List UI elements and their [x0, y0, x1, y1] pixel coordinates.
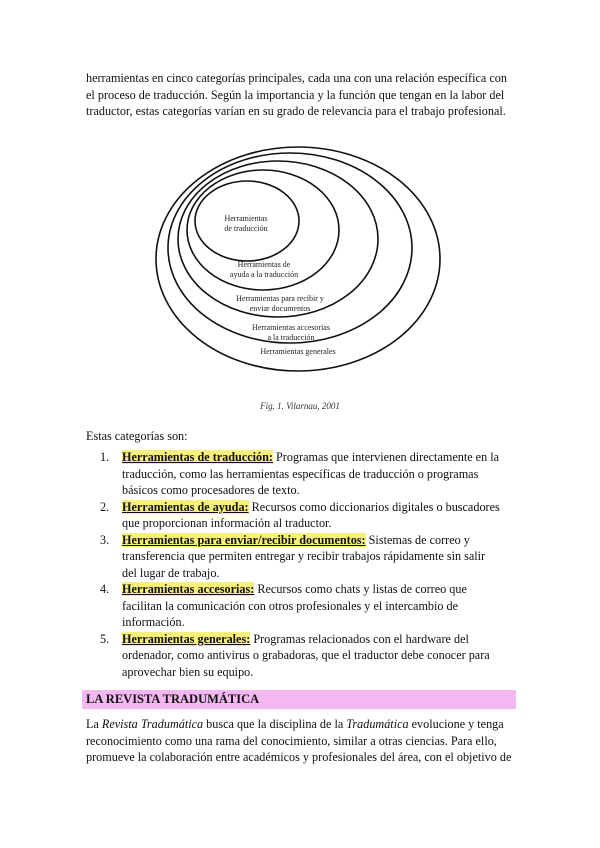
category-item: 3. Herramientas para enviar/recibir documentos: Sistemas de correo y transferencia que permiten entregar y recibir trabajos rápidamente sin salir del lugar de trabajo.: [100, 532, 486, 580]
label-ayuda: Herramientas de: [237, 260, 291, 269]
nested-ellipses-diagram: [150, 133, 450, 398]
ellipse-accesorias: [168, 153, 412, 343]
label-enviar: enviar documentos: [249, 304, 311, 313]
intro-paragraph: herramientas en cinco categorías principales, cada una con una relación específica con el proceso de traducción. Según la importancia y la función que tengan en la labor del traductor, estas categorías varían en su grado de relevancia para el trabajo profesional.: [86, 71, 507, 118]
discipline-name: Tradumática: [346, 717, 409, 731]
category-term: Herramientas de ayuda:: [122, 499, 249, 514]
revista-title: Revista Tradumática: [101, 717, 204, 731]
revista-paragraph: La Revista Tradumática busca que la disciplina de la Tradumática evolucione y tenga reconocimiento como una rama del conocimiento, similar a otras ciencias. Para ello, promueve la colaboración entre académicos y profesionales del área, con el objetivo de: [86, 717, 512, 764]
label-generales: Herramientas generales: [260, 347, 336, 356]
category-description: Sistemas de correo y transferencia que permiten entregar y recibir trabajos rápidamente sin salir del lugar de trabajo.: [122, 532, 486, 580]
category-description: Programas que intervienen directamente en la traducción, como las herramientas específicas de traducción o programas básicos como procesadores de texto.: [122, 450, 500, 497]
section-heading: LA REVISTA TRADUMÁTICA: [82, 690, 516, 709]
label-enviar: Herramientas para recibir y: [236, 294, 324, 303]
label-accesorias: Herramientas accesorias: [252, 323, 330, 332]
category-description: Recursos como diccionarios digitales o buscadores que proporcionan información al traductor.: [122, 499, 500, 530]
category-item: 1. Herramientas de traducción: Programas que intervienen directamente en la traducción, como las herramientas específicas de traducción o programas básicos como procesadores de texto.: [100, 450, 500, 497]
label-accesorias: a la traducción: [267, 333, 315, 342]
label-ayuda: ayuda a la traducción: [229, 270, 299, 279]
category-item: 2. Herramientas de ayuda: Recursos como diccionarios digitales o buscadores que proporcionan información al traductor.: [100, 499, 500, 530]
category-term: Herramientas para enviar/recibir documentos:: [122, 532, 366, 547]
category-term: Herramientas accesorias:: [122, 582, 255, 596]
categories-list: [100, 449, 500, 680]
categories-intro: Estas categorías son:: [86, 429, 188, 443]
category-term: Herramientas de traducción:: [122, 450, 273, 464]
nested-categories-figure: [150, 133, 450, 423]
category-description: Programas relacionados con el hardware del ordenador, como antivirus o grabadoras, que el traductor debe conocer para aprovechar bien su equipo.: [122, 631, 490, 679]
label-traduccion: Herramientas: [224, 214, 268, 223]
figure-caption: Fig. 1. Vilarnau, 2001: [260, 401, 340, 411]
category-item: 4. Herramientas accesorias: Recursos como chats y listas de correo que facilitan la comunicación con otros profesionales y el intercambio de información.: [100, 582, 467, 629]
category-item: 5. Herramientas generales: Programas relacionados con el hardware del ordenador, como antivirus o grabadoras, que el traductor debe conocer para aprovechar bien su equipo.: [100, 631, 490, 679]
category-term: Herramientas generales:: [122, 631, 251, 646]
category-description: Recursos como chats y listas de correo que facilitan la comunicación con otros profesionales y el intercambio de información.: [122, 582, 467, 629]
label-traduccion: de traducción: [224, 224, 268, 233]
